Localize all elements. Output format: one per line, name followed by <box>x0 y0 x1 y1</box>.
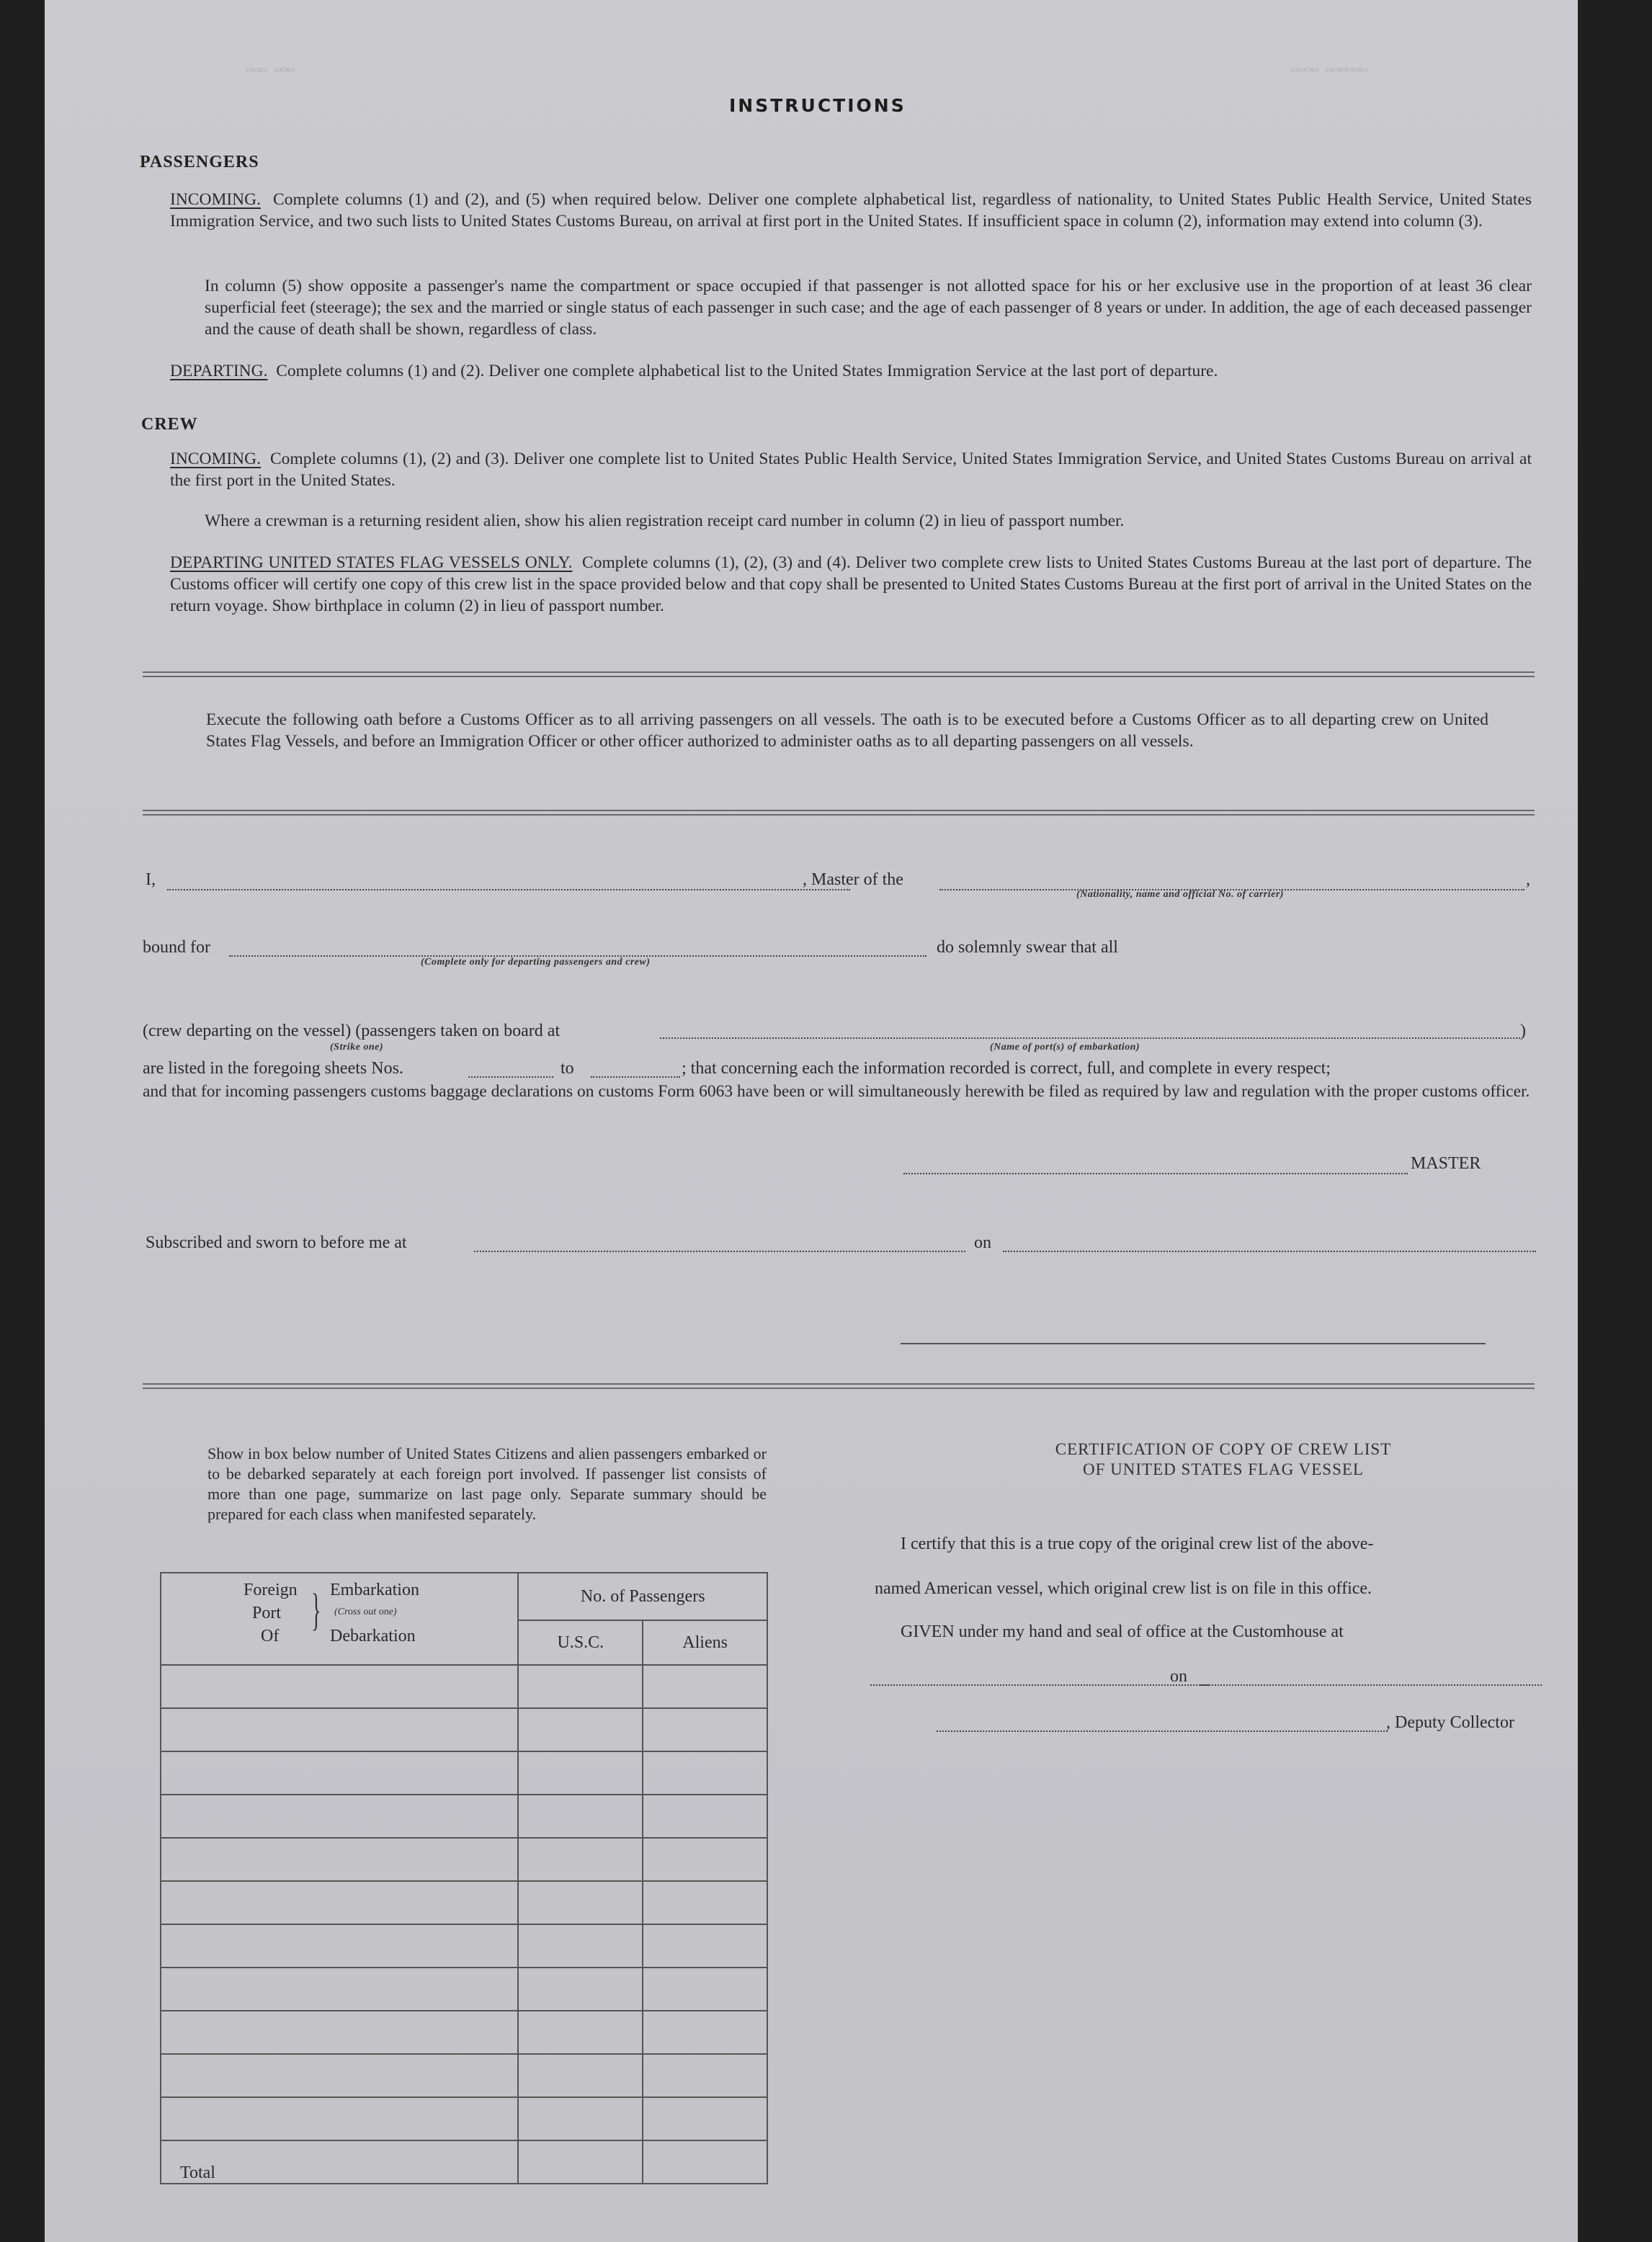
summary-instructions: Show in box below number of United States Citizens and alien passengers embarked or to be debarked separately at each foreign port involved. If passenger list consists of more than one page, summarize on last page only. Separate summary should be prepared for each class when manifested separately. <box>207 1444 767 1523</box>
table-row <box>161 1924 767 1968</box>
page-title: INSTRUCTIONS <box>729 95 906 116</box>
customhouse-field[interactable] <box>870 1684 1209 1686</box>
port-cell[interactable] <box>161 1838 518 1881</box>
port-label: Port <box>252 1604 282 1622</box>
usc-cell[interactable] <box>518 1751 643 1795</box>
total-row <box>161 2140 767 2184</box>
crew-incoming-text: Complete columns (1), (2) and (3). Deliver one complete list to United States Public Health Service, United States Immigration Service, and United States Customs Bureau on arrival at the first port in the United States. <box>170 450 1532 490</box>
aliens-cell[interactable] <box>643 1838 767 1881</box>
total-label: Total <box>180 2163 215 2182</box>
master-signature-field[interactable] <box>903 1173 1408 1174</box>
aliens-cell[interactable] <box>643 1708 767 1751</box>
usc-label: U.S.C. <box>557 1633 604 1652</box>
usc-cell[interactable] <box>518 2011 643 2054</box>
sworn-date-field[interactable] <box>1003 1251 1536 1252</box>
crew-passengers-label: (crew departing on the vessel) (passengers taken on board at <box>143 1022 561 1040</box>
passengers-column5-paragraph: In column (5) show opposite a passenger's name the compartment or space occupied if that passenger is not allotted space for his or her exclusive use in the proportion of at least 36 clear superficial feet (steerage); the sex and the married or single status of each passenger in such case; and the age of each passenger of 8 years or under. In addition, the age of each deceased passenger and the cause of death shall be shown, regardless of class. <box>205 277 1532 339</box>
aliens-cell[interactable] <box>643 1968 767 2011</box>
comma-mark: , <box>1526 870 1530 889</box>
embarkation-ports-field[interactable] <box>660 1037 1520 1039</box>
given-text: GIVEN under my hand and seal of office at the Customhouse at <box>901 1622 1344 1641</box>
passengers-heading: PASSENGERS <box>140 153 259 171</box>
port-cell[interactable] <box>161 1881 518 1924</box>
passengers-departing-label: DEPARTING. <box>170 362 268 380</box>
certification-heading-line1: CERTIFICATION OF COPY OF CREW LIST <box>1055 1440 1392 1458</box>
port-cell[interactable] <box>161 1665 518 1708</box>
foreign-label: Foreign <box>244 1581 298 1599</box>
embarkation-label: Embarkation <box>330 1581 419 1599</box>
crew-departing-paragraph <box>170 552 1532 617</box>
certification-on-label: on <box>1170 1667 1187 1686</box>
usc-cell[interactable] <box>518 1665 643 1708</box>
section-divider <box>143 671 1535 677</box>
swear-text: do solemnly swear that all <box>937 938 1118 957</box>
subscribed-label: Subscribed and sworn to before me at <box>146 1233 407 1252</box>
crew-incoming-label: INCOMING. <box>170 450 261 468</box>
master-of-label: , Master of the <box>803 870 903 889</box>
sheet-to-field[interactable] <box>591 1076 680 1078</box>
port-cell[interactable] <box>161 1924 518 1968</box>
port-cell[interactable] <box>161 1708 518 1751</box>
section-divider <box>143 1383 1535 1389</box>
sheet-from-field[interactable] <box>468 1076 553 1078</box>
certification-date-field[interactable] <box>1200 1684 1542 1686</box>
no-passengers-label: No. of Passengers <box>580 1586 705 1606</box>
listed-sheets-label: are listed in the foregoing sheets Nos. <box>143 1059 403 1078</box>
aliens-header <box>643 1620 767 1665</box>
cross-out-caption: (Cross out one) <box>334 1607 397 1617</box>
passengers-departing-paragraph <box>170 360 1532 382</box>
table-row <box>161 1751 767 1795</box>
passengers-departing-text: Complete columns (1) and (2). Deliver one complete alphabetical list to the United States Immigration Service at the last port of departure. <box>276 362 1218 380</box>
deputy-collector-label: , Deputy Collector <box>1386 1713 1514 1732</box>
sworn-on-label: on <box>974 1233 991 1252</box>
bound-for-label: bound for <box>143 938 210 957</box>
table-row <box>161 1968 767 2011</box>
of-label: Of <box>261 1627 280 1645</box>
table-row <box>161 1795 767 1838</box>
usc-cell[interactable] <box>518 2097 643 2140</box>
certification-heading-line2: OF UNITED STATES FLAG VESSEL <box>1083 1460 1364 1478</box>
usc-cell[interactable] <box>518 1838 643 1881</box>
crew-resident-paragraph: Where a crewman is a returning resident alien, show his alien registration receipt card number in column (2) in lieu of passport number. <box>205 512 1125 530</box>
officer-signature-field[interactable] <box>901 1343 1486 1344</box>
aliens-cell[interactable] <box>643 2011 767 2054</box>
usc-header <box>518 1620 643 1665</box>
table-row <box>161 2097 767 2140</box>
table-row <box>161 1665 767 1708</box>
oath-i-label: I, <box>146 870 156 889</box>
bleed-through-mark: ▭▭▭▭ ▭▭▭▭▭▭ <box>1291 63 1367 76</box>
deputy-collector-field[interactable] <box>937 1730 1388 1732</box>
bracket-icon: } <box>311 1586 321 1635</box>
passenger-summary-table <box>160 1572 768 2184</box>
certify-line-2: named American vessel, which original crew list is on file in this office. <box>875 1579 1372 1598</box>
port-cell[interactable] <box>161 1751 518 1795</box>
listed-suffix-text: ; that concerning each the information recorded is correct, full, and complete in every respect; <box>682 1059 1331 1078</box>
aliens-cell[interactable] <box>643 2054 767 2097</box>
certification-heading <box>971 1439 1475 1480</box>
aliens-cell[interactable] <box>643 1795 767 1838</box>
document-page <box>45 0 1578 2242</box>
ports-caption: (Name of port(s) of embarkation) <box>990 1042 1140 1053</box>
close-paren: ) <box>1520 1022 1526 1040</box>
table-row <box>161 1838 767 1881</box>
port-cell[interactable] <box>161 2054 518 2097</box>
usc-total-cell[interactable] <box>518 2140 643 2184</box>
table-row <box>161 1881 767 1924</box>
master-label: MASTER <box>1411 1154 1481 1173</box>
port-cell[interactable] <box>161 1968 518 2011</box>
aliens-cell[interactable] <box>643 1924 767 1968</box>
master-name-field[interactable] <box>167 889 850 890</box>
usc-cell[interactable] <box>518 2054 643 2097</box>
aliens-total-cell[interactable] <box>643 2140 767 2184</box>
baggage-paragraph: and that for incoming passengers customs baggage declarations on customs Form 6063 have been or will simultaneously herewith be filed as required by law and regulation with the proper customs officer. <box>143 1082 1530 1101</box>
oath-instructions: Execute the following oath before a Customs Officer as to all arriving passengers on all vessels. The oath is to be executed before a Customs Officer as to all departing crew on United States Flag Vessels, and before an Immigration Officer or other officer authorized to administer oaths as to all departing passengers on all vessels. <box>206 710 1488 751</box>
total-label-cell <box>161 2140 518 2184</box>
foreign-port-header <box>161 1573 518 1665</box>
aliens-label: Aliens <box>682 1633 728 1652</box>
debarkation-label: Debarkation <box>330 1627 416 1645</box>
bleed-through-mark: ▭▭▭ ▭▭▭ <box>246 63 295 76</box>
port-cell[interactable] <box>161 1795 518 1838</box>
strike-one-caption: (Strike one) <box>330 1042 384 1053</box>
port-cell[interactable] <box>161 2011 518 2054</box>
crew-heading: CREW <box>141 415 198 434</box>
usc-cell[interactable] <box>518 1795 643 1838</box>
sworn-place-field[interactable] <box>474 1251 965 1252</box>
usc-cell[interactable] <box>518 1708 643 1751</box>
aliens-cell[interactable] <box>643 1665 767 1708</box>
crew-departing-text: Complete columns (1), (2), (3) and (4). Deliver two complete crew lists to United States Customs Bureau at the last port of departure. The Customs officer will certify one copy of this crew list in the space provided below and that copy shall be presented to United States Customs Bureau at the first port of arrival in the United States on the return voyage. Show birthplace in column (2) in lieu of passport number. <box>170 553 1532 615</box>
crew-incoming-paragraph <box>170 448 1532 491</box>
aliens-cell[interactable] <box>643 1751 767 1795</box>
usc-cell[interactable] <box>518 1968 643 2011</box>
crew-departing-label: DEPARTING UNITED STATES FLAG VESSELS ONLY. <box>170 553 573 572</box>
table-row <box>161 1708 767 1751</box>
table-row <box>161 2011 767 2054</box>
nationality-caption: (Nationality, name and official No. of carrier) <box>1076 889 1284 900</box>
aliens-cell[interactable] <box>643 2097 767 2140</box>
usc-cell[interactable] <box>518 1924 643 1968</box>
section-divider <box>143 810 1535 816</box>
aliens-cell[interactable] <box>643 1881 767 1924</box>
port-cell[interactable] <box>161 2097 518 2140</box>
passengers-incoming-label: INCOMING. <box>170 190 261 209</box>
departing-caption: (Complete only for departing passengers and crew) <box>421 957 651 968</box>
passengers-incoming-text: Complete columns (1) and (2), and (5) when required below. Deliver one complete alphabetical list, regardless of nationality, to United States Public Health Service, United States Immigration Service, and two such lists to United States Customs Bureau, on arrival at first port in the United States. If insufficient space in column (2), information may extend into column (3). <box>170 190 1532 231</box>
certify-line-1: I certify that this is a true copy of the original crew list of the above- <box>901 1535 1374 1553</box>
usc-cell[interactable] <box>518 1881 643 1924</box>
no-passengers-header <box>518 1573 767 1620</box>
passengers-incoming-paragraph <box>170 189 1532 232</box>
table-row <box>161 2054 767 2097</box>
to-label: to <box>561 1059 574 1078</box>
